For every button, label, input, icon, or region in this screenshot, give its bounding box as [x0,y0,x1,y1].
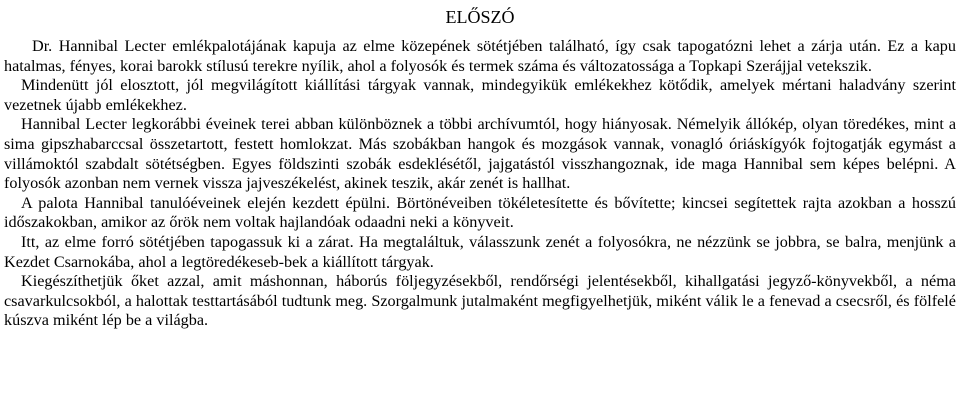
paragraph-1: Dr. Hannibal Lecter emlékpalotájának kapuja az elme közepének sötétjében található, így csak tapogatózni lehet a zárja után. Ez a kapu hatalmas, fényes, korai barokk stílusú terekre nyílik, ahol a folyosók és termek száma és változatossága a Topkapi Szerájjal vetekszik. [4,37,956,75]
paragraph-6: Kiegészíthetjük őket azzal, amit máshonnan, háborús följegyzésekből, rendőrségi jelentésekből, kihallgatási jegyző-könyvekből, a néma csavarkulcsokból, a halottak testtartásából tudtunk meg. Szorgalmunk jutalmaként megfigyelhetjük, miként válik le a fenevad a csecsről, és fölfelé kúszva miként lép be a világba. [4,272,956,330]
paragraph-5: Itt, az elme forró sötétjében tapogassuk ki a zárat. Ha megtaláltuk, válasszunk zenét a folyosókra, ne nézzünk se jobbra, se balra, menjünk a Kezdet Csarnokába, ahol a legtöredékeseb-bek a kiállított tárgyak. [4,232,956,271]
paragraph-4: A palota Hannibal tanulóéveinek elején kezdett épülni. Börtönéveiben tökéletesítette és bővítette; kincsei segítettek rajta azokban a hosszú időszakokban, amikor az őrök nem voltak hajlandóak odaadni neki a könyveit. [4,193,956,232]
paragraph-2: Mindenütt jól elosztott, jól megvilágított kiállítási tárgyak vannak, mindegyikük emlékekhez kötődik, amelyek mértani haladvány szerint vezetnek újabb emlékekhez. [4,76,956,114]
document-page [4,0,956,420]
document-body [4,37,956,331]
page-title: ELŐSZÓ [445,7,515,27]
paragraph-3: Hannibal Lecter legkorábbi éveinek terei abban különböznek a többi archívumtól, hogy hiányosak. Némelyik állókép, olyan töredékes, mint a sima gipszhabarccsal összetartott, festett homlokzat. Más szobákban hangok és mozgások vannak, vonagló óriáskígyók fojtogatják egymást a villámoktól szabdalt sötétségben. Egyes földszinti szobák esdeklésétől, jajgatástól visszhangoznak, ide maga Hannibal sem képes belépni. A folyosók azonban nem vernek vissza jajveszékelést, akinek teszik, akár zenét is hallhat. [4,115,956,193]
